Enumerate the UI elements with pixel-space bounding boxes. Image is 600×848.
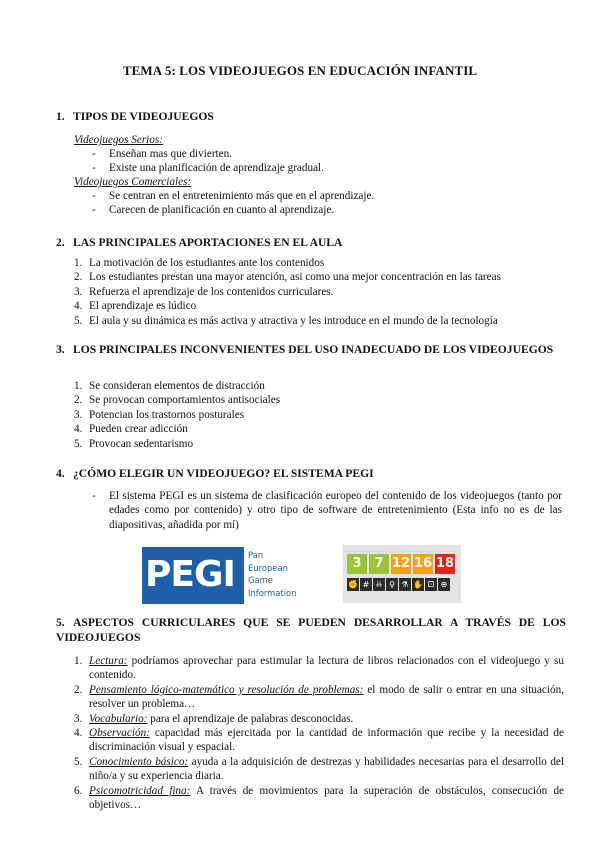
- list-item: 4. Pueden crear adicción: [74, 423, 188, 436]
- commercial-games-list: [92, 189, 562, 218]
- list-item: 4. Observación: capacidad más ejercitada por la cantidad de información que recibe y la necesidad de discriminación visual y espacial.: [74, 727, 564, 754]
- drugs-icon: ⚗: [399, 578, 411, 591]
- list-item: 2. Pensamiento lógico-matemático y resolución de problemas: el modo de salir o entrar en una situación, resolver un problema…: [74, 683, 564, 711]
- list-item: 3. Refuerza el aprendizaje de los contenidos curriculares.: [74, 285, 334, 298]
- list-item: 1. Se consideran elementos de distracción: [74, 380, 265, 392]
- contributions-list: [74, 256, 564, 328]
- section-4-heading: 4. ¿CÓMO ELEGIR UN VIDEOJUEGO? EL SISTEMA PEGI: [56, 467, 374, 480]
- pegi-logo: [142, 547, 297, 604]
- serious-games-list: [92, 147, 562, 176]
- section-1-heading: 1. TIPOS DE VIDEOJUEGOS: [56, 110, 214, 123]
- age-badge-16: 16: [413, 554, 433, 574]
- list-item: 5. Provocan sedentarismo: [74, 437, 194, 450]
- list-item: 5. Conocimiento básico: ayuda a la adquisición de destrezas y habilidades necesarias para el desarrollo del niño/a y su experiencia diaria.: [74, 755, 565, 783]
- list-item: 2. Los estudiantes prestan una mayor atención, asi como una mejor concentración en las tareas: [74, 271, 501, 284]
- pegi-logo-box: [142, 547, 244, 604]
- pegi-age-ratings: [343, 545, 461, 603]
- section-2-heading: 2. LAS PRINCIPALES APORTACIONES EN EL AULA: [56, 236, 343, 249]
- list-item: - Enseñan mas que divierten.: [92, 147, 562, 161]
- list-item: 2. Se provocan comportamientos antisociales: [74, 394, 281, 407]
- list-item: - Se centran en el entretenimiento más que en el aprendizaje.: [92, 189, 562, 203]
- discrimination-icon: ✋: [413, 580, 423, 589]
- pegi-paragraph: - El sistema PEGI es un sistema de clasificación europeo del contenido de los videojuegos (tanto por edades como por contenido) y otro tipo de software de entretenimiento (Esta info no es de las diapositivas, añadida por mí): [92, 490, 562, 531]
- drawbacks-list: [74, 379, 564, 451]
- age-badge-12: 12: [391, 554, 411, 574]
- bad-language-icon: #: [360, 578, 372, 591]
- violence-icon: ✊: [348, 580, 358, 589]
- page-title: TEMA 5: LOS VIDEOJUEGOS EN EDUCACIÓN INFANTIL: [122, 63, 478, 78]
- list-item: 3. Potencian los trastornos posturales: [74, 408, 245, 421]
- fear-icon: ☠: [373, 578, 385, 591]
- list-item: 3. Vocabulario: para el aprendizaje de palabras desconocidas.: [74, 712, 354, 725]
- list-item: 1. Lectura: podríamos aprovechar para estimular la lectura de libros relacionados con el videojuego y su contenido.: [74, 655, 564, 682]
- section-3-heading: 3. LOS PRINCIPALES INCONVENIENTES DEL USO INADECUADO DE LOS VIDEOJUEGOS: [56, 343, 554, 356]
- pegi-logo-word: PEGI: [145, 554, 235, 595]
- list-item: - Existe una planificación de aprendizaje gradual.: [92, 161, 562, 175]
- list-item: 4. El aprendizaje es lúdico: [74, 300, 197, 313]
- list-item: - Carecen de planificación en cuanto al aprendizaje.: [92, 203, 562, 217]
- descriptor-icons: [347, 578, 450, 591]
- section-5-heading: 5. ASPECTOS CURRICULARES QUE SE PUEDEN DESARROLLAR A TRAVÉS DE LOS VIDEOJUEGOS: [56, 616, 566, 644]
- age-badges: [347, 554, 455, 574]
- list-item: 5. El aula y su dinámica es más activa y atractiva y les introduce en el mundo de la tecnología: [74, 314, 498, 327]
- curricular-aspects-list: [74, 654, 564, 812]
- age-badge-18: 18: [435, 554, 455, 574]
- serious-games-label: Videojuegos Serios:: [74, 134, 163, 146]
- list-item: 6. Psicomotricidad fina: A través de movimientos para la superación de obstáculos, consecución de objetivos…: [74, 784, 564, 812]
- list-item: 1. La motivación de los estudiantes ante los contenidos: [74, 257, 325, 269]
- online-icon: ⊕: [438, 578, 450, 591]
- age-badge-7: 7: [369, 554, 389, 574]
- commercial-games-label: Videojuegos Comerciales:: [74, 176, 192, 188]
- pegi-logo-caption: Pan European Game Information: [248, 550, 297, 598]
- sex-icon: ♀: [386, 578, 398, 591]
- age-badge-3: 3: [347, 554, 367, 574]
- gambling-icon: ⚀: [425, 578, 437, 591]
